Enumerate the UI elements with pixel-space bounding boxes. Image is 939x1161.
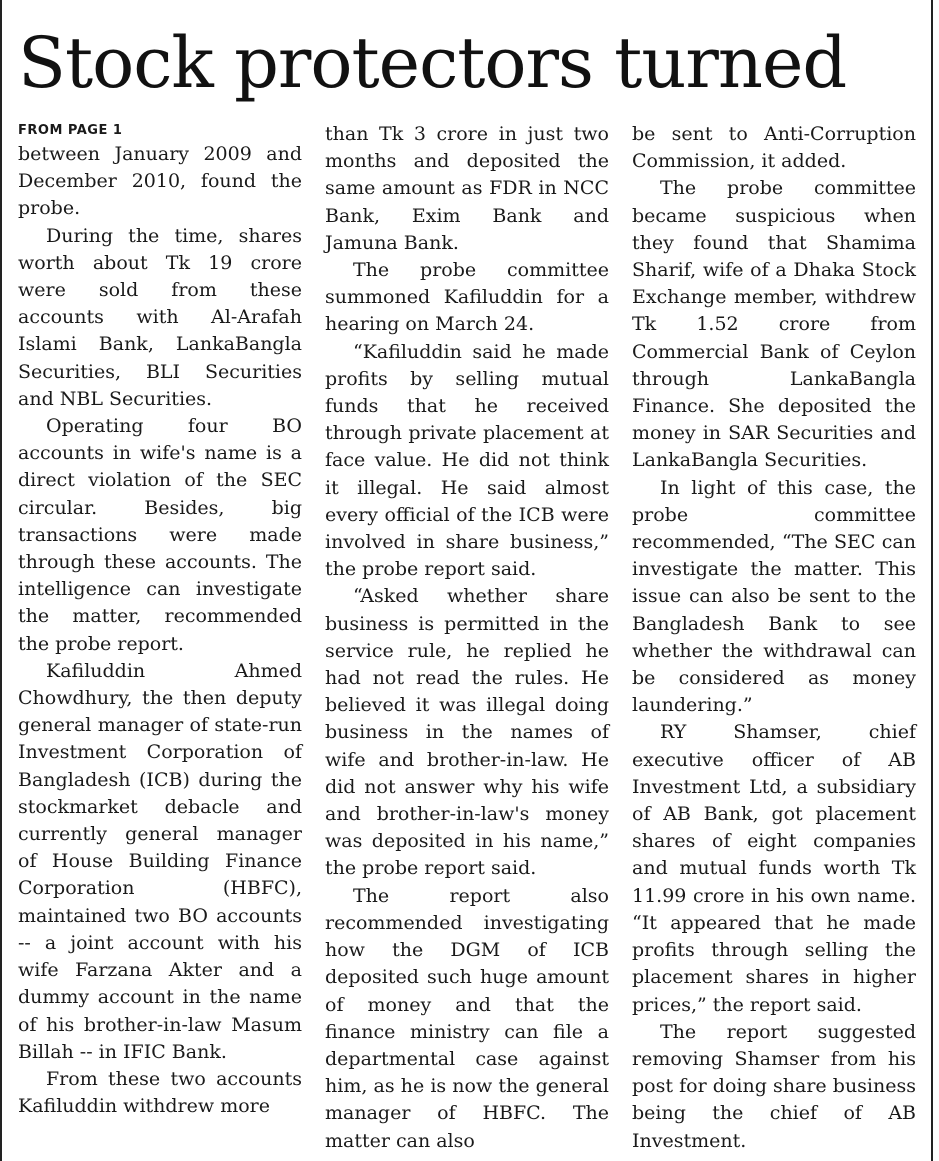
paragraph: The report suggested removing Shamser from his post for doing share business being the chief of AB Investment. (632, 1020, 916, 1152)
page-border-right (931, 0, 933, 1161)
paragraph: During the time, shares worth about Tk 19 crore were sold from these accounts with Al-Arafah Islami Bank, LankaBangla Securities, BLI Securities and NBL Securities. (18, 224, 302, 410)
article-column-1 (18, 121, 302, 1120)
paragraph: The report also recommended investigating how the DGM of ICB deposited such huge amount of money and that the finance ministry can file a departmental case against him, as he is now the general manager of HBFC. The matter can also (325, 884, 609, 1152)
page-border-left (0, 0, 2, 1161)
paragraph: be sent to Anti-Corruption Commission, it added. (632, 123, 916, 173)
paragraph: than Tk 3 crore in just two months and deposited the same amount as FDR in NCC Bank, Exim Bank and Jamuna Bank. (325, 123, 609, 254)
paragraph: between January 2009 and December 2010, found the probe. (18, 143, 302, 220)
paragraph: In light of this case, the probe committee recommended, “The SEC can investigate the matter. This issue can also be sent to the Bangladesh Bank to see whether the withdrawal can be considered as money laundering.” (632, 476, 916, 717)
paragraph: The probe committee summoned Kafiluddin for a hearing on March 24. (325, 259, 609, 336)
article-column-3 (632, 121, 916, 1155)
paragraph: Operating four BO accounts in wife's name is a direct violation of the SEC circular. Besides, big transactions were made through these accounts. The intelligence can investigate the matter, recommended the probe report. (18, 415, 302, 655)
paragraph: RY Shamser, chief executive officer of AB Investment Ltd, a subsidiary of AB Bank, got placement shares of eight companies and mutual funds worth Tk 11.99 crore in his own name. “It appeared that he made profits through selling the placement shares in higher prices,” the report said. (632, 721, 916, 1016)
paragraph: “Kafiluddin said he made profits by selling mutual funds that he received through private placement at face value. He did not think it illegal. He said almost every official of the ICB were involved in share business,” the probe report said. (325, 340, 609, 581)
paragraph: “Asked whether share business is permitted in the service rule, he replied he had not read the rules. He believed it was illegal doing business in the names of wife and brother-in-law. He did not answer why his wife and brother-in-law's money was deposited in his name,” the probe report said. (325, 585, 609, 880)
paragraph: Kafiluddin Ahmed Chowdhury, the then deputy general manager of state-run Investment Corporation of Bangladesh (ICB) during the stockmarket debacle and currently general manager of House Building Finance Corporation (HBFC), maintained two BO accounts -- a joint account with his wife Farzana Akter and a dummy account in the name of his brother-in-law Masum Billah -- in IFIC Bank. (18, 659, 302, 1063)
paragraph: From these two accounts Kafiluddin withdrew more (18, 1067, 302, 1118)
paragraph: The probe committee became suspicious when they found that Shamima Sharif, wife of a Dhaka Stock Exchange member, withdrew Tk 1.52 crore from Commercial Bank of Ceylon through LankaBangla Finance. She deposited the money in SAR Securities and LankaBangla Securities. (632, 177, 916, 472)
article-column-2 (325, 121, 609, 1155)
kicker: FROM PAGE 1 (18, 123, 123, 138)
headline: Stock protectors turned (18, 22, 847, 104)
